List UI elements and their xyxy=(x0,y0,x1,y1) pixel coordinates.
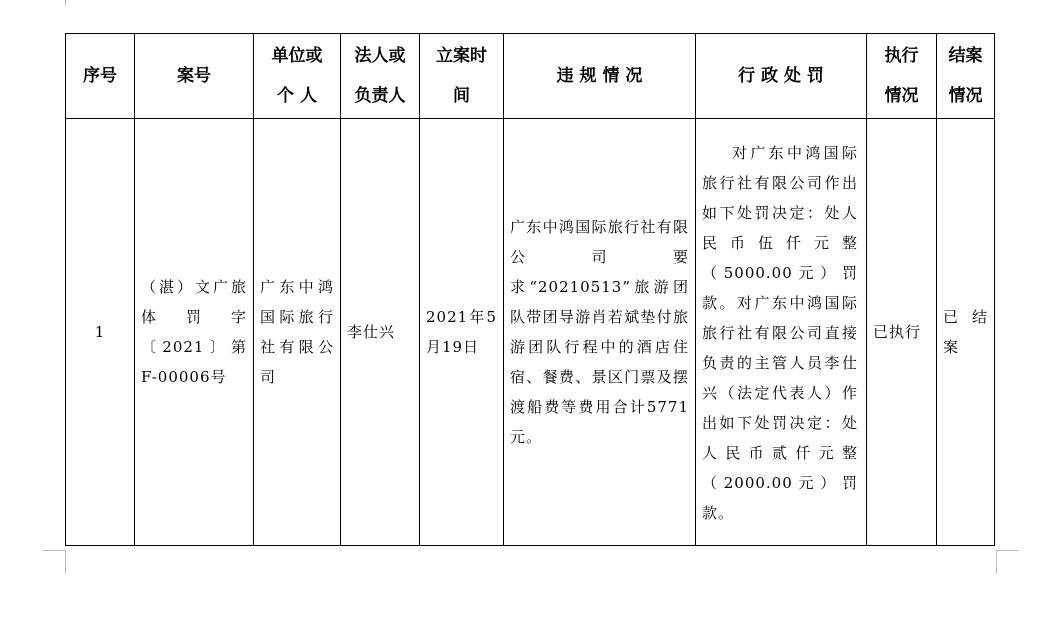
penalty-disclosure-table xyxy=(65,33,995,546)
header-violation: 违 规 情 况 xyxy=(504,34,696,119)
cell-filing-time: 2021年5月19日 xyxy=(420,119,504,546)
page-corner-mark-bottom-right-v xyxy=(996,550,997,574)
header-seq: 序号 xyxy=(66,34,135,119)
header-unit: 单位或 个 人 xyxy=(254,34,341,119)
table-row xyxy=(66,119,995,546)
cell-legal-person: 李仕兴 xyxy=(341,119,420,546)
cell-penalty: 对广东中鸿国际旅行社有限公司作出如下处罚决定：处人民币伍仟元整（5000.00元）罚款。对广东中鸿国际旅行社有限公司直接负责的主管人员李仕兴（法定代表人）作出如下处罚决定：处人民币贰仟元整（2000.00元）罚款。 xyxy=(696,119,867,546)
header-execution: 执行 情况 xyxy=(867,34,937,119)
page-corner-mark-bottom-right-h xyxy=(996,550,1019,551)
header-case-no: 案号 xyxy=(135,34,254,119)
header-filing-time: 立案时 间 xyxy=(420,34,504,119)
cell-execution: 已执行 xyxy=(867,119,937,546)
cell-seq: 1 xyxy=(66,119,135,546)
page-corner-mark-top-left xyxy=(65,0,66,6)
page-corner-mark-bottom-left-h xyxy=(42,550,65,551)
page-corner-mark-bottom-left-v xyxy=(65,550,66,574)
cell-closing: 已结案 xyxy=(937,119,995,546)
header-legal-person: 法人或 负责人 xyxy=(341,34,420,119)
header-penalty: 行 政 处 罚 xyxy=(696,34,867,119)
cell-case-no: （湛）文广旅体罚字〔2021〕第F-00006号 xyxy=(135,119,254,546)
table-header-row xyxy=(66,34,995,119)
cell-violation: 广东中鸿国际旅行社有限公司要求“20210513”旅游团队带团导游肖若斌垫付旅游团队行程中的酒店住宿、餐费、景区门票及摆渡船费等费用合计5771元。 xyxy=(504,119,696,546)
header-closing: 结案 情况 xyxy=(937,34,995,119)
cell-unit: 广东中鸿国际旅行社有限公司 xyxy=(254,119,341,546)
